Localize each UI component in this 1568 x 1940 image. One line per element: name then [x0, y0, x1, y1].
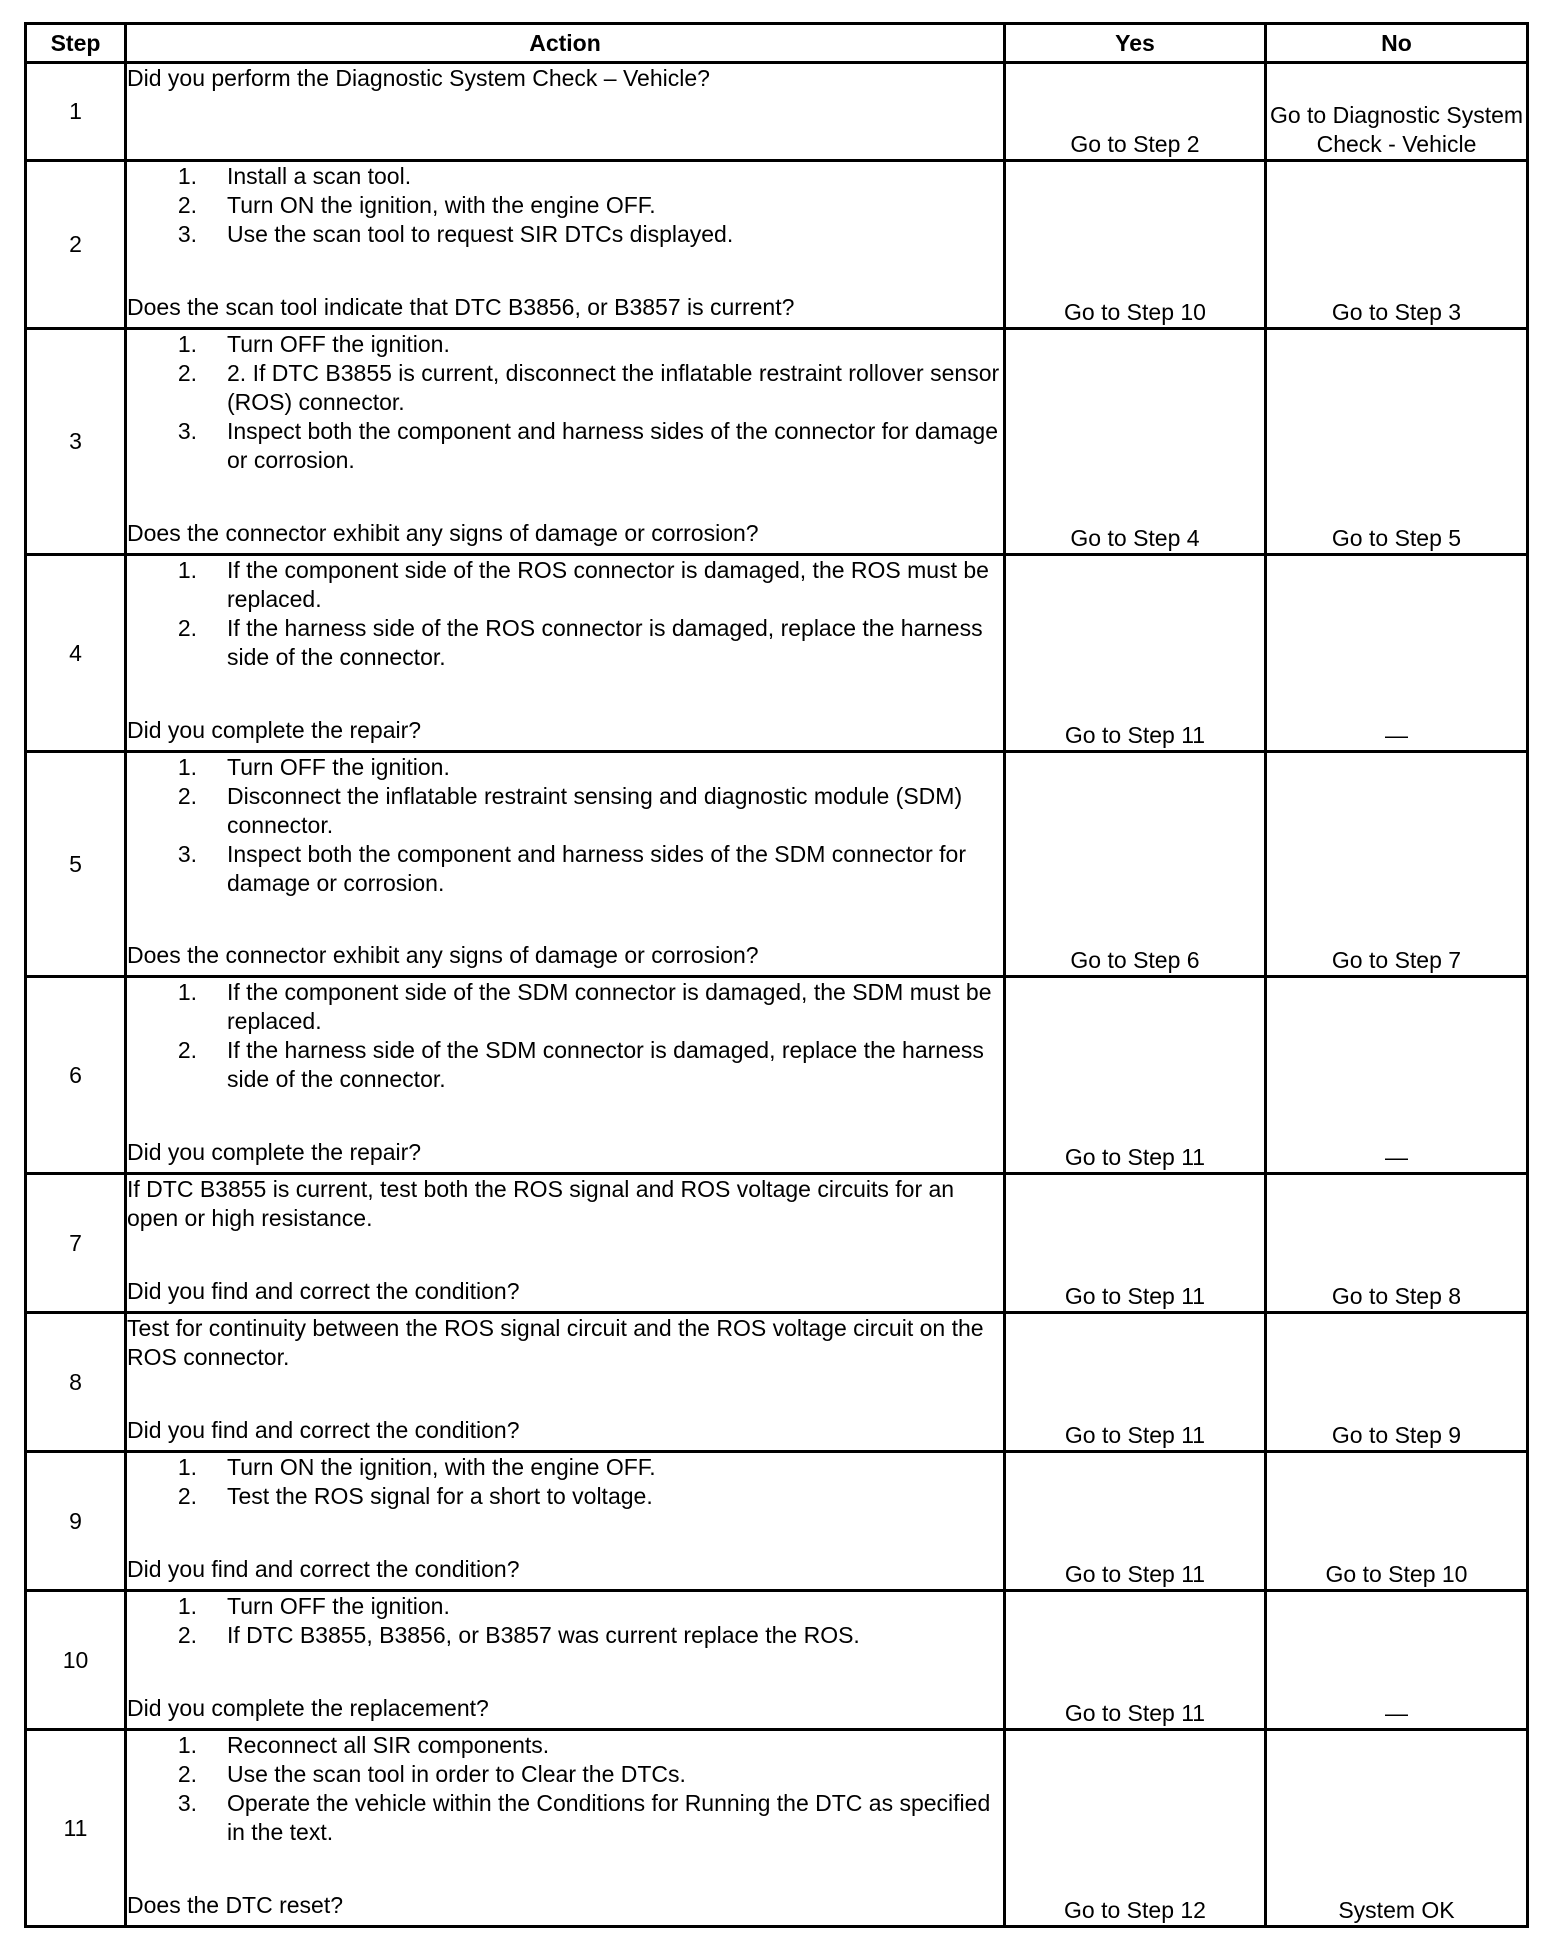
yes-result: Go to Step 10: [1005, 161, 1266, 329]
action-cell: [126, 555, 1005, 752]
action-cell: [126, 977, 1005, 1174]
table-row: [26, 1591, 1528, 1730]
list-item-number: 2.: [177, 1622, 197, 1648]
list-item-text: If the component side of the SDM connector is damaged, the SDM must be replaced.: [227, 979, 992, 1034]
yes-result: Go to Step 11: [1005, 1313, 1266, 1452]
table-row: [26, 1452, 1528, 1591]
action-question: Does the scan tool indicate that DTC B3856, or B3857 is current?: [127, 294, 795, 320]
header-action: Action: [126, 24, 1005, 63]
step-number: 6: [26, 977, 126, 1174]
action-question: Did you find and correct the condition?: [127, 1278, 520, 1304]
action-content: [127, 1175, 1003, 1306]
list-item: [127, 1036, 1003, 1094]
list-item-text: Test the ROS signal for a short to voltage.: [227, 1483, 653, 1509]
list-item-number: 2.: [177, 1483, 197, 1509]
header-yes: Yes: [1005, 24, 1266, 63]
action-intro: Did you perform the Diagnostic System Check – Vehicle?: [127, 65, 710, 91]
no-result: —: [1266, 1591, 1528, 1730]
list-item-number: 2.: [177, 192, 197, 218]
list-item: [127, 330, 1003, 359]
list-item-number: 2.: [177, 1761, 197, 1787]
action-cell: [126, 329, 1005, 555]
table-row: [26, 752, 1528, 977]
table-body: [26, 63, 1528, 1927]
action-content: [127, 753, 1003, 970]
action-question: Did you find and correct the condition?: [127, 1556, 520, 1582]
action-content: [127, 64, 1003, 154]
yes-result: Go to Step 11: [1005, 1174, 1266, 1313]
no-result: Go to Step 8: [1266, 1174, 1528, 1313]
list-item-text: Turn OFF the ignition.: [227, 754, 450, 780]
action-cell: [126, 1313, 1005, 1452]
list-item-number: 1.: [177, 557, 197, 583]
step-number: 10: [26, 1591, 126, 1730]
table-row: [26, 1730, 1528, 1927]
diagnostic-table: [24, 22, 1529, 1928]
list-item-text: If DTC B3855, B3856, or B3857 was current replace the ROS.: [227, 1622, 860, 1648]
list-item: [127, 1482, 1003, 1511]
list-item-number: 1.: [177, 1593, 197, 1619]
action-steps-list: [127, 1453, 1003, 1511]
action-steps-list: [127, 162, 1003, 249]
list-item-number: 2.: [177, 1037, 197, 1063]
list-item-number: 1.: [177, 163, 197, 189]
list-item-number: 2.: [177, 783, 197, 809]
action-question: Does the connector exhibit any signs of damage or corrosion?: [127, 942, 759, 968]
list-item-text: Turn OFF the ignition.: [227, 1593, 450, 1619]
table-row: [26, 63, 1528, 161]
list-item: [127, 162, 1003, 191]
action-content: [127, 978, 1003, 1167]
step-number: 11: [26, 1730, 126, 1927]
list-item-text: Disconnect the inflatable restraint sensing and diagnostic module (SDM) connector.: [227, 783, 963, 838]
action-question: Does the connector exhibit any signs of damage or corrosion?: [127, 520, 759, 546]
action-cell: [126, 161, 1005, 329]
table-row: [26, 977, 1528, 1174]
action-content: [127, 1314, 1003, 1445]
action-content: [127, 1453, 1003, 1584]
list-item-number: 1.: [177, 1732, 197, 1758]
step-number: 7: [26, 1174, 126, 1313]
list-item-text: Inspect both the component and harness sides of the connector for damage or corrosion.: [227, 418, 998, 473]
action-steps-list: [127, 978, 1003, 1094]
no-result: —: [1266, 555, 1528, 752]
no-result: Go to Diagnostic System Check - Vehicle: [1266, 63, 1528, 161]
yes-result: Go to Step 6: [1005, 752, 1266, 977]
list-item-number: 3.: [177, 1790, 197, 1816]
list-item-text: Install a scan tool.: [227, 163, 412, 189]
no-result: System OK: [1266, 1730, 1528, 1927]
list-item-number: 2.: [177, 615, 197, 641]
action-cell: [126, 752, 1005, 977]
header-step: Step: [26, 24, 126, 63]
action-cell: [126, 1452, 1005, 1591]
list-item-text: Turn ON the ignition, with the engine OFF.: [227, 192, 656, 218]
action-question: Did you complete the repair?: [127, 717, 422, 743]
list-item: [127, 978, 1003, 1036]
list-item: [127, 1731, 1003, 1760]
action-steps-list: [127, 330, 1003, 475]
list-item: [127, 1453, 1003, 1482]
table-row: [26, 161, 1528, 329]
action-cell: [126, 63, 1005, 161]
list-item-text: If the component side of the ROS connector is damaged, the ROS must be replaced.: [227, 557, 989, 612]
header-no: No: [1266, 24, 1528, 63]
action-content: [127, 1731, 1003, 1920]
list-item: [127, 782, 1003, 840]
list-item-number: 2.: [177, 360, 197, 386]
list-item: [127, 1592, 1003, 1621]
step-number: 4: [26, 555, 126, 752]
action-question: Did you find and correct the condition?: [127, 1417, 520, 1443]
header-row: [26, 24, 1528, 63]
action-cell: [126, 1730, 1005, 1927]
yes-result: Go to Step 11: [1005, 977, 1266, 1174]
step-number: 9: [26, 1452, 126, 1591]
no-result: —: [1266, 977, 1528, 1174]
list-item-number: 1.: [177, 979, 197, 1005]
action-question: Did you complete the repair?: [127, 1139, 422, 1165]
list-item-text: Inspect both the component and harness sides of the SDM connector for damage or corrosion.: [227, 841, 966, 896]
action-content: [127, 556, 1003, 745]
action-intro: Test for continuity between the ROS signal circuit and the ROS voltage circuit on the ROS connector.: [127, 1315, 984, 1370]
list-item-text: Turn ON the ignition, with the engine OFF.: [227, 1454, 656, 1480]
action-content: [127, 330, 1003, 548]
list-item-number: 3.: [177, 221, 197, 247]
action-intro: If DTC B3855 is current, test both the ROS signal and ROS voltage circuits for an open or high resistance.: [127, 1176, 955, 1231]
no-result: Go to Step 9: [1266, 1313, 1528, 1452]
action-steps-list: [127, 556, 1003, 672]
list-item-text: Use the scan tool in order to Clear the DTCs.: [227, 1761, 686, 1787]
yes-result: Go to Step 12: [1005, 1730, 1266, 1927]
step-number: 5: [26, 752, 126, 977]
no-result: Go to Step 7: [1266, 752, 1528, 977]
no-result: Go to Step 5: [1266, 329, 1528, 555]
table-row: [26, 1313, 1528, 1452]
step-number: 1: [26, 63, 126, 161]
list-item: [127, 1789, 1003, 1847]
action-cell: [126, 1174, 1005, 1313]
table-row: [26, 555, 1528, 752]
list-item-text: Use the scan tool to request SIR DTCs displayed.: [227, 221, 734, 247]
list-item-text: 2. If DTC B3855 is current, disconnect the inflatable restraint rollover sensor (ROS) connector.: [227, 360, 1000, 415]
list-item: [127, 556, 1003, 614]
list-item: [127, 359, 1003, 417]
step-number: 3: [26, 329, 126, 555]
yes-result: Go to Step 11: [1005, 1591, 1266, 1730]
list-item: [127, 1621, 1003, 1650]
yes-result: Go to Step 11: [1005, 555, 1266, 752]
action-steps-list: [127, 753, 1003, 898]
no-result: Go to Step 3: [1266, 161, 1528, 329]
action-cell: [126, 1591, 1005, 1730]
list-item: [127, 191, 1003, 220]
list-item-text: If the harness side of the SDM connector is damaged, replace the harness side of the connector.: [227, 1037, 984, 1092]
list-item: [127, 417, 1003, 475]
action-steps-list: [127, 1731, 1003, 1847]
list-item-number: 3.: [177, 841, 197, 867]
list-item: [127, 1760, 1003, 1789]
action-content: [127, 162, 1003, 322]
action-steps-list: [127, 1592, 1003, 1650]
no-result: Go to Step 10: [1266, 1452, 1528, 1591]
list-item: [127, 614, 1003, 672]
list-item-number: 1.: [177, 754, 197, 780]
action-content: [127, 1592, 1003, 1723]
list-item: [127, 840, 1003, 898]
yes-result: Go to Step 11: [1005, 1452, 1266, 1591]
list-item-text: Operate the vehicle within the Conditions for Running the DTC as specified in the text.: [227, 1790, 991, 1845]
list-item-number: 1.: [177, 331, 197, 357]
yes-result: Go to Step 4: [1005, 329, 1266, 555]
step-number: 8: [26, 1313, 126, 1452]
list-item: [127, 220, 1003, 249]
table-row: [26, 329, 1528, 555]
action-question: Did you complete the replacement?: [127, 1695, 489, 1721]
action-question: Does the DTC reset?: [127, 1892, 344, 1918]
list-item-number: 3.: [177, 418, 197, 444]
list-item: [127, 753, 1003, 782]
table-row: [26, 1174, 1528, 1313]
yes-result: Go to Step 2: [1005, 63, 1266, 161]
list-item-text: Turn OFF the ignition.: [227, 331, 450, 357]
step-number: 2: [26, 161, 126, 329]
list-item-text: If the harness side of the ROS connector is damaged, replace the harness side of the connector.: [227, 615, 983, 670]
list-item-number: 1.: [177, 1454, 197, 1480]
list-item-text: Reconnect all SIR components.: [227, 1732, 550, 1758]
